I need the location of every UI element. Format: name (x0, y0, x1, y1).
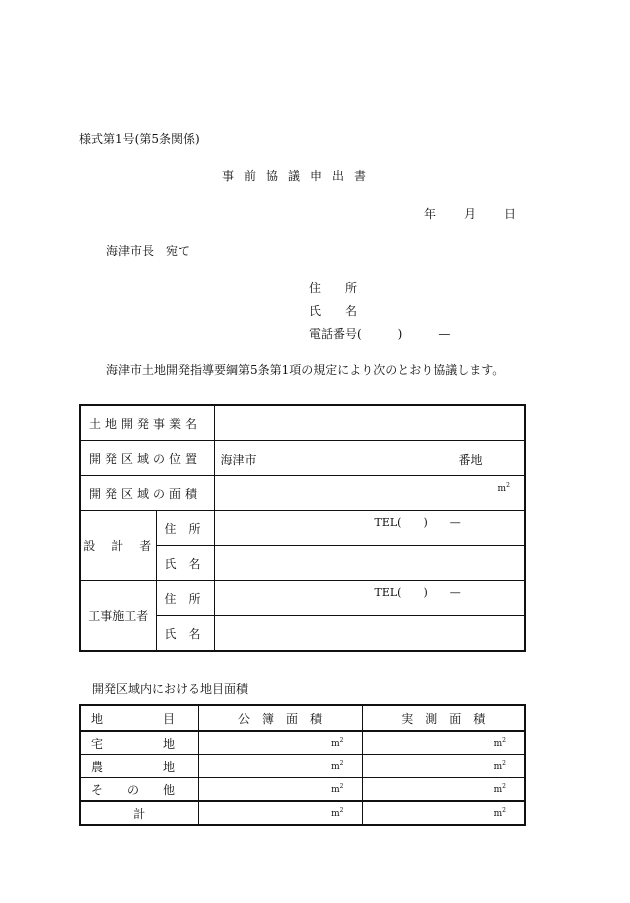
applicant-address-label: 住 所 (309, 281, 358, 295)
table-row (80, 511, 525, 546)
table-row (80, 778, 525, 802)
designer-tel: TEL( ) — (374, 516, 461, 529)
contractor-address-label: 住 所 (156, 581, 214, 616)
contractor-label: 工事施工者 (80, 581, 156, 652)
designer-address-field[interactable] (214, 511, 525, 546)
table-row (80, 476, 525, 511)
table-row (80, 581, 525, 616)
location-city: 海津市 (220, 453, 257, 467)
applicant-name-label: 氏 名 (309, 304, 358, 318)
total-registered-area-field[interactable]: $m^2$ (198, 801, 362, 825)
registered-area-field[interactable]: $m^2$ (198, 778, 362, 802)
location-field[interactable] (214, 441, 525, 476)
row-label: 宅 地 (80, 731, 198, 755)
header-registered-area: 公 簿 面 積 (198, 705, 362, 731)
area-section-caption: 開発区域内における地目面積 (92, 682, 249, 696)
measured-area-field[interactable]: $m^2$ (362, 755, 525, 778)
total-label: 計 (80, 801, 198, 825)
applicant-phone-label: 電話番号( ) — (309, 327, 451, 341)
land-category-table (79, 704, 526, 826)
form-id: 様式第1号(第5条関係) (79, 132, 200, 146)
table-header-row (80, 705, 525, 731)
contractor-address-field[interactable] (214, 581, 525, 616)
document-title: 事前協議申出書 (222, 169, 377, 183)
application-table (79, 404, 526, 652)
area-unit: $m^2$ (497, 482, 510, 494)
row-label: 農 地 (80, 755, 198, 778)
header-measured-area: 実 測 面 積 (362, 705, 525, 731)
designer-name-label: 氏 名 (156, 546, 214, 581)
location-label: 開発区域の位置 (80, 441, 214, 476)
contractor-name-label: 氏 名 (156, 616, 214, 652)
designer-label: 設 計 者 (80, 511, 156, 581)
table-row (80, 731, 525, 755)
designer-name-field[interactable] (214, 546, 525, 581)
business-name-label: 土地開発事業名 (80, 405, 214, 441)
addressee: 海津市長 宛て (106, 244, 191, 258)
location-suffix: 番地 (458, 453, 483, 467)
measured-area-field[interactable]: $m^2$ (362, 778, 525, 802)
row-label: そ の 他 (80, 778, 198, 802)
table-row (80, 405, 525, 441)
intro-text: 海津市土地開発指導要綱第5条第1項の規定により次のとおり協議します。 (106, 363, 505, 377)
total-measured-area-field[interactable]: $m^2$ (362, 801, 525, 825)
table-row (80, 441, 525, 476)
designer-address-label: 住 所 (156, 511, 214, 546)
date-month: 月 (464, 207, 477, 221)
registered-area-field[interactable]: $m^2$ (198, 755, 362, 778)
table-row (80, 755, 525, 778)
area-label: 開発区域の面積 (80, 476, 214, 511)
date-year: 年 (424, 207, 437, 221)
date-line (424, 205, 516, 222)
measured-area-field[interactable]: $m^2$ (362, 731, 525, 755)
business-name-field[interactable] (214, 405, 525, 441)
header-category: 地 目 (80, 705, 198, 731)
contractor-tel: TEL( ) — (374, 586, 461, 599)
contractor-name-field[interactable] (214, 616, 525, 652)
area-field[interactable] (214, 476, 525, 511)
registered-area-field[interactable]: $m^2$ (198, 731, 362, 755)
date-day: 日 (504, 207, 517, 221)
total-row (80, 801, 525, 825)
